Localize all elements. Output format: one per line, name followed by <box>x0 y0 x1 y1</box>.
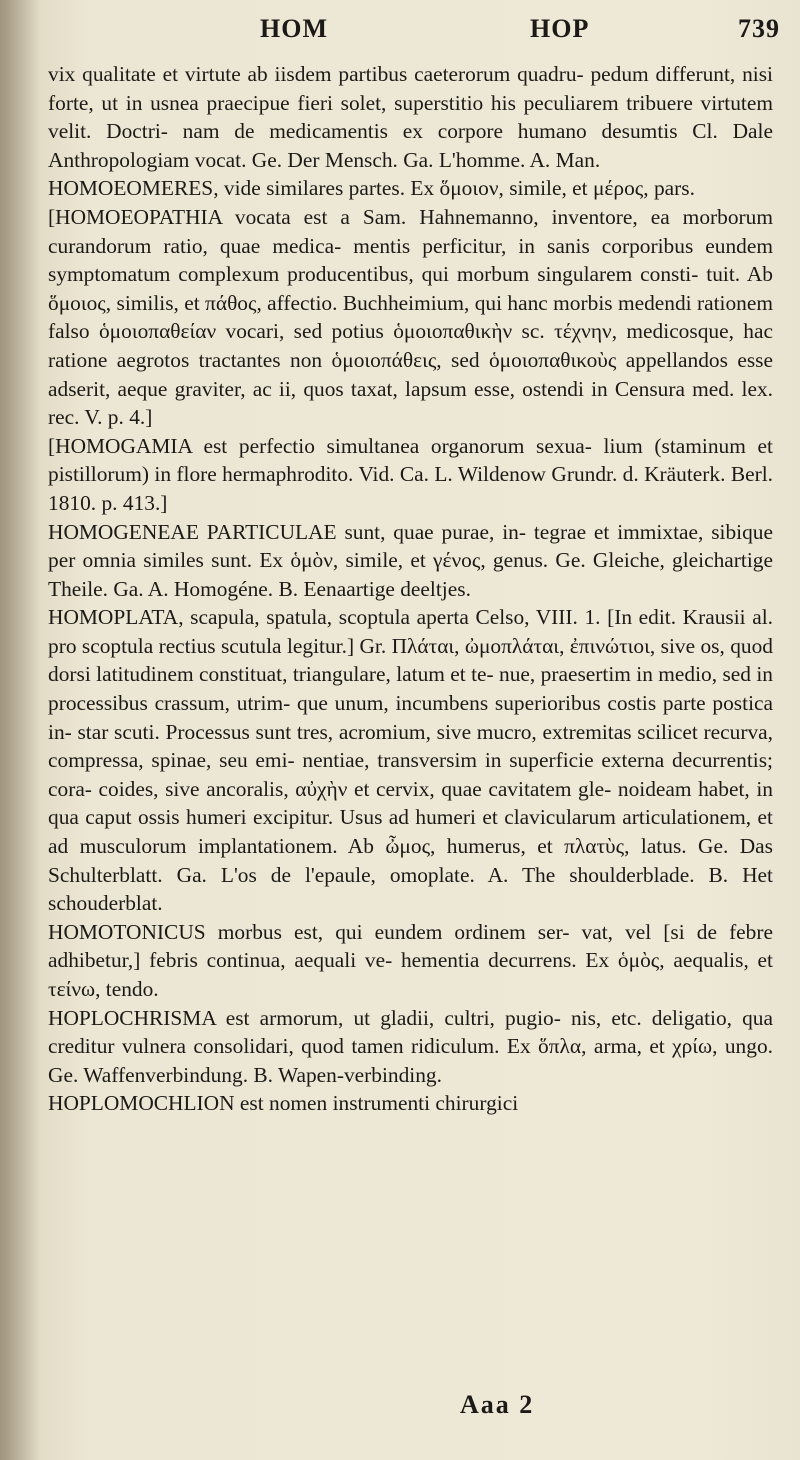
entry-homogeneae-particulae: HOMOGENEAE PARTICULAE sunt, quae purae, in- tegrae et immixtae, sibique per omnia similes sunt. Ex ὁμὸν, simile, et γένος, genus. Ge. Gleiche, gleichartige Theile. Ga. A. Homogéne. B. Eenaartige deeltjes. <box>48 519 773 601</box>
entry-homoeomeres: HOMOEOMERES, vide similares partes. Ex ὅμοιον, simile, et μέρος, pars. <box>48 176 695 201</box>
entry-homoeopathia: [HOMOEOPATHIA vocata est a Sam. Hahnemanno, inventore, ea morborum curandorum ratio, quae medica- mentis perficitur, in sanis corporibus eundem symptomatum complexum producentibus, qui morbum singularem consti- tuit. Ab ὅμοιος, similis, et πάθος, affectio. Buchheimium, qui hanc morbis medendi rationem falso ὁμοιοπαθείαν vocari, sed potius ὁμοιοπαθικὴν sc. τέχνην, medicosque, hac ratione aegrotos tractantes non ὁμοιοπάθεις, sed ὁμοιοπαθικοὺς appellandos esse adserit, aeque graviter, ac ii, quos taxat, lapsum esse, ostendi in Censura med. lex. rec. V. p. 4.] <box>48 204 773 430</box>
entry-hoplomochlion: HOPLOMOCHLION est nomen instrumenti chirurgici <box>48 1091 519 1116</box>
entry-continuation: vix qualitate et virtute ab iisdem partibus caeterorum quadru- pedum differunt, nisi forte, ut in usnea praecipue fieri solet, superstitio his peculiarem tribuere virtutem velit. Doctri- nam de medicamentis ex corpore humano desumtis Cl. Dale Anthropologiam vocat. Ge. Der Mensch. Ga. L'homme. A. Man. <box>48 62 773 172</box>
dictionary-body <box>48 60 773 1118</box>
entry-homotonicus: HOMOTONICUS morbus est, qui eundem ordinem ser- vat, vel [si de febre adhibetur,] febris continua, aequali ve- hementia decurrens. Ex ὁμὸς, aequalis, et τείνω, tendo. <box>48 919 773 1001</box>
entry-homoplata: HOMOPLATA, scapula, spatula, scoptula aperta Celso, VIII. 1. [In edit. Krausii al. pro scoptula rectius scutula legitur.] Gr. Πλάται, ὠμοπλάται, ἐπινώτιοι, sive os, quod dorsi latitudinem constituat, triangulare, latum et te- nue, praesertim in medio, sed in processibus crassum, utrim- que unum, incumbens superioribus costis parte postica in- star scuti. Processus sunt tres, acromium, sive mucro, extremitas scilicet recurva, compressa, spinae, seu emi- nentiae, transversim in superficie externa decurrentis; cora- coides, sive ancoralis, αὐχὴν et cervix, quae cavitatem gle- noideam habet, in qua caput ossis humeri excipitur. Usus ad humeri et clavicularum articulationem, et ad musculorum implantationem. Ab ὦμος, humerus, et πλατὺς, latus. Ge. Das Schulterblatt. Ga. L'os de l'epaule, omoplate. A. The shoulderblade. B. Het schouderblat. <box>48 605 773 916</box>
entry-homogamia: [HOMOGAMIA est perfectio simultanea organorum sexua- lium (staminum et pistillorum) in flore hermaphrodito. Vid. Ca. L. Wildenow Grundr. d. Kräuterk. Berl. 1810. p. 413.] <box>48 433 773 515</box>
header-right-word: HOP <box>530 14 590 43</box>
signature-mark: Aaa 2 <box>460 1390 535 1419</box>
entry-hoplochrisma: HOPLOCHRISMA est armorum, ut gladii, cultri, pugio- nis, etc. deligatio, qua creditur vulnera consolidari, quod tamen ridiculum. Ex ὅπλα, arma, et χρίω, ungo. Ge. Waffenverbindung. B. Wapen-verbinding. <box>48 1005 773 1087</box>
page-number: 739 <box>738 14 780 43</box>
page-edge-shadow <box>0 0 40 1460</box>
running-header <box>60 14 780 48</box>
header-left-word: HOM <box>260 14 328 43</box>
